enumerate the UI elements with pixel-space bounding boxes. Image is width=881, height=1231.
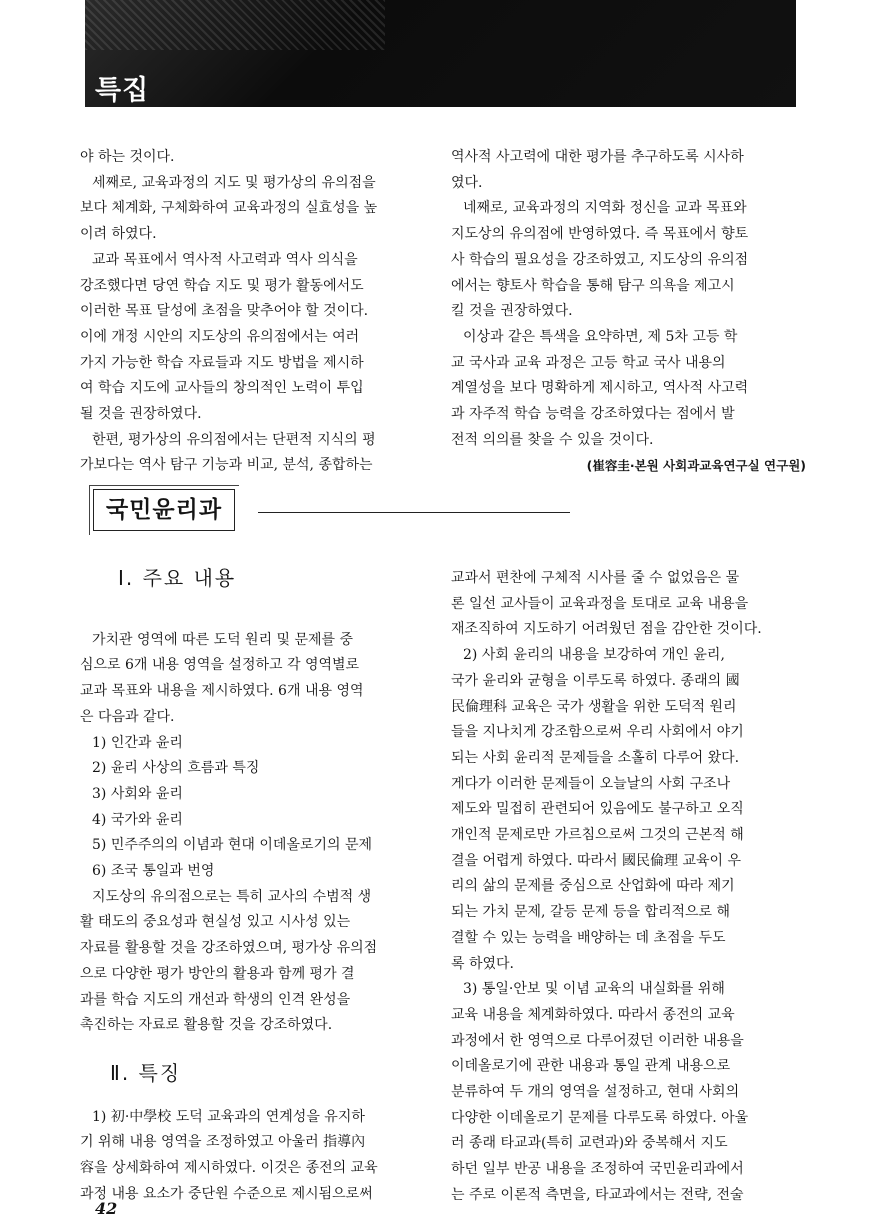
text-line: 이러한 목표 달성에 초점을 맞추어야 할 것이다. [80,303,369,320]
author-byline: (崔容圭·본원 사회과교육연구실 연구원) [586,458,806,474]
text-line: 록 하였다. [451,955,514,972]
text-line: 1) 初·中學校 도덕 교육과의 연계성을 유지하 [92,1108,365,1125]
text-line: 되는 가치 문제, 갈등 문제 등을 합리적으로 해 [451,904,731,921]
text-line: 과정 내용 요소가 중단원 수준으로 제시됨으로써 [80,1185,373,1202]
text-line: 으로 다양한 평가 방안의 활용과 함께 평가 결 [80,965,355,982]
text-line: 들을 지나치게 강조함으로써 우리 사회에서 야기 [451,724,744,741]
text-line: 보다 체계화, 구체화하여 교육과정의 실효성을 높 [80,200,378,217]
bottom-column-left [80,566,435,1207]
text-line: 자료를 활용할 것을 강조하였으며, 평가상 유의점 [80,940,378,957]
text-line: 한편, 평가상의 유의점에서는 단편적 지식의 평 [92,431,376,448]
text-line: 3) 통일·안보 및 이념 교육의 내실화를 위해 [463,981,725,998]
text-line: 교육 내용을 체계화하였다. 따라서 종전의 교육 [451,1006,735,1023]
text-line: 교과 목표와 내용을 제시하였다. 6개 내용 영역 [80,683,364,700]
text-line: 기 위해 내용 영역을 조정하였고 아울러 指導內 [80,1134,366,1151]
text-line: 과를 학습 지도의 개선과 학생의 인격 완성을 [80,991,351,1008]
bottom-column-right [451,566,806,1209]
list-item: 6) 조국 통일과 번영 [92,863,215,880]
text-line: 계열성을 보다 명확하게 제시하고, 역사적 사고력 [451,380,749,397]
text-line: 다양한 이데올로기 문제를 다루도록 하였다. 아울 [451,1109,749,1126]
text-line: 네째로, 교육과정의 지역화 정신을 교과 목표와 [463,200,747,217]
text-line: 강조했다면 당연 학습 지도 및 평가 활동에서도 [80,277,364,294]
text-line: 과정에서 한 영역으로 다루어졌던 이러한 내용을 [451,1032,744,1049]
top-column-right [451,145,806,479]
list-item: 5) 민주주의의 이념과 현대 이데올로기의 문제 [92,837,373,854]
text-line: 容을 상세화하여 제시하였다. 이것은 종전의 교육 [80,1160,378,1177]
text-line: 세째로, 교육과정의 지도 및 평가상의 유의점을 [92,174,376,191]
text-line: 가지 가능한 학습 자료들과 지도 방법을 제시하 [80,354,364,371]
text-line: 리의 삶의 문제를 중심으로 산업화에 따라 제기 [451,878,735,895]
text-line: 될 것을 권장하였다. [80,406,202,423]
page-number: 42 [95,1199,118,1218]
heading-main-content: Ⅰ. 주요 내용 [118,566,237,590]
text-line: 이에 개정 시안의 지도상의 유의점에서는 여러 [80,328,360,345]
text-line: 심으로 6개 내용 영역을 설정하고 각 영역별로 [80,657,360,674]
header-banner [85,0,796,107]
text-line: 교과 목표에서 역사적 사고력과 역사 의식을 [92,251,358,268]
text-line: 되는 사회 윤리적 문제들을 소홀히 다루어 왔다. [451,749,740,766]
text-line: 게다가 이러한 문제들이 오늘날의 사회 구조나 [451,775,731,792]
text-line: 과 자주적 학습 능력을 강조하였다는 점에서 발 [451,406,735,423]
heading-features: Ⅱ. 특징 [110,1060,182,1085]
text-line: 에서는 향토사 학습을 통해 탐구 의욕을 제고시 [451,277,735,294]
text-line: 론 일선 교사들이 교육과정을 토대로 교육 내용을 [451,595,749,612]
text-line: 러 종래 타교과(특히 교련과)와 중복해서 지도 [451,1135,728,1152]
text-line: 였다. [451,174,483,191]
text-line: 결할 수 있는 능력을 배양하는 데 초점을 두도 [451,929,726,946]
text-line: 결을 어렵게 하였다. 따라서 國民倫理 교육이 우 [451,852,742,869]
text-line: 民倫理科 교육은 국가 생활을 위한 도덕적 원리 [451,698,737,715]
text-line: 이데올로기에 관한 내용과 통일 관계 내용으로 [451,1058,731,1075]
list-item: 2) 윤리 사상의 흐름과 특징 [92,760,260,777]
text-line: 분류하여 두 개의 영역을 설정하고, 현대 사회의 [451,1084,740,1101]
text-line: 이려 하였다. [80,226,157,243]
list-item: 1) 인간과 윤리 [92,734,183,751]
text-line: 하던 일부 반공 내용을 조정하여 국민윤리과에서 [451,1161,744,1178]
text-line: 제도와 밀접히 관련되어 있음에도 불구하고 오직 [451,801,744,818]
text-line: 사 학습의 필요성을 강조하였고, 지도상의 유의점 [451,251,749,268]
text-line: 2) 사회 윤리의 내용을 보강하여 개인 윤리, [463,647,725,664]
text-line: 가치관 영역에 따른 도덕 원리 및 문제를 중 [92,631,354,648]
text-line: 교과서 편찬에 구체적 시사를 줄 수 없었음은 물 [451,570,740,586]
text-line: 역사적 사고력에 대한 평가를 추구하도록 시사하 [451,149,744,165]
text-line: 활 태도의 중요성과 현실성 있고 시사성 있는 [80,914,351,931]
top-column-left [80,145,435,479]
text-line: 촉진하는 자료로 활용할 것을 강조하였다. [80,1017,333,1034]
text-line: 야 하는 것이다. [80,149,175,165]
text-line: 재조직하여 지도하기 어려웠던 점을 감안한 것이다. [451,621,762,638]
text-line: 이상과 같은 특색을 요약하면, 제 5차 고등 학 [463,328,738,345]
text-line: 지도상의 유의점으로는 특히 교사의 수범적 생 [92,888,372,905]
text-line: 개인적 문제로만 가르침으로써 그것의 근본적 해 [451,827,744,844]
text-line: 국가 윤리와 균형을 이루도록 하였다. 종래의 國 [451,672,740,689]
section-rule [258,512,570,513]
section-title: 국민윤리과 [93,489,235,531]
banner-title: 특집 [95,75,150,106]
text-line: 여 학습 지도에 교사들의 창의적인 노력이 투입 [80,380,364,397]
list-item: 3) 사회와 윤리 [92,785,183,802]
text-line: 전적 의의를 찾을 수 있을 것이다. [451,431,654,448]
text-line: 은 다음과 같다. [80,708,175,725]
text-line: 교 국사과 교육 과정은 고등 학교 국사 내용의 [451,354,726,371]
list-item: 4) 국가와 윤리 [92,811,183,828]
text-line: 는 주로 이론적 측면을, 타교과에서는 전략, 전술 [451,1186,744,1203]
text-line: 지도상의 유의점에 반영하였다. 즉 목표에서 향토 [451,226,749,243]
text-line: 가보다는 역사 탐구 기능과 비교, 분석, 종합하는 [80,457,373,474]
text-line: 킬 것을 권장하였다. [451,303,573,320]
